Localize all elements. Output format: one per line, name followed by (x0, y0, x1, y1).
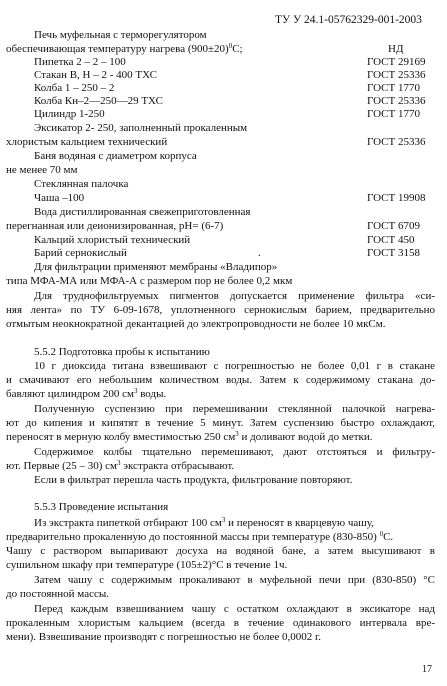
standard-ref: ГОСТ 6709 (367, 220, 420, 232)
equipment-line: Барий сернокислый (34, 247, 127, 259)
equipment-line: не менее 70 мм (6, 164, 78, 176)
stray-dot: . (258, 247, 261, 259)
paragraph-line: Затем чашу с содержимым прокаливают в муфельной печи при (830-850) °С (34, 574, 435, 586)
paragraph-line: Для труднофильтруемых пигментов допускается применение фильтра «си- (34, 290, 435, 302)
nd-column-header: НД (388, 43, 404, 55)
standard-ref: ГОСТ 25336 (367, 69, 426, 81)
equipment-line: Чаша –100 (34, 192, 85, 204)
paragraph-line: няя лента» по ТУ 6-09-1678, уплотненного сернокислым барием, предварительно (6, 304, 435, 316)
paragraph-line: Полученную суспензию при перемешивании стеклянной палочкой нагрева- (34, 403, 435, 415)
equipment-line: Баня водяная с диаметром корпуса (34, 150, 197, 162)
section-title: 5.5.3 Проведение испытания (34, 501, 169, 513)
paragraph-line: до постоянной массы. (6, 588, 109, 600)
equipment-line: Цилиндр 1-250 (34, 108, 105, 120)
paragraph-line: 10 г диоксида титана взвешивают с погрешностью не более 0,01 г в стакане (34, 360, 435, 372)
standard-ref: ГОСТ 19908 (367, 192, 426, 204)
paragraph-line: и смачивают его небольшим количеством воды. Затем к содержимому стакана до- (6, 374, 435, 386)
equipment-line: Вода дистиллированная свежеприготовленная (34, 206, 251, 218)
paragraph-line: ют. Первые (25 – 30) $см^3$ экстракта отбрасывают. (6, 459, 235, 472)
paragraph-line: Из экстракта пипеткой отбирают 100 $см^3$ и переносят в кварцевую чашу, (34, 516, 374, 529)
equipment-line: обеспечивающая температуру нагрева $(900\pm 20)^0С$; (6, 42, 243, 55)
equipment-line: Стакан В, Н – 2 - 400 ТХС (34, 69, 157, 81)
equipment-line: Кальций хлористый технический (34, 234, 191, 246)
equipment-line: Колба 1 – 250 – 2 (34, 82, 115, 94)
paragraph-line: Чашу с раствором выпаривают досуха на водяной бане, а затем высушивают в (6, 545, 435, 557)
standard-ref: ГОСТ 3158 (367, 247, 420, 259)
equipment-line: типа МФА-МА или МФА-А с размером пор не более 0,2 мкм (6, 275, 293, 287)
paragraph-line: прокаленным хлористым кальцием (всегда в течение одинакового интервала вре- (6, 617, 435, 629)
equipment-line: Пипетка 2 – 2 – 100 (34, 56, 126, 68)
page-number: 17 (422, 664, 432, 675)
document-header: ТУ У 24.1-05762329-001-2003 (275, 14, 422, 26)
equipment-line: хлористым кальцием технический (6, 136, 168, 148)
paragraph-line: ют до кипения и кипятят в течение 5 минут. Затем суспензию быстро охлаждают, (6, 417, 435, 429)
standard-ref: ГОСТ 25336 (367, 95, 426, 107)
standard-ref: ГОСТ 1770 (367, 82, 420, 94)
section-title: 5.5.2 Подготовка пробы к испытанию (34, 346, 210, 358)
paragraph-line: переносят в мерную колбу вместимостью 250 $см^3$ и доливают водой до метки. (6, 430, 373, 443)
standard-ref: ГОСТ 25336 (367, 136, 426, 148)
equipment-line: Печь муфельная с терморегулятором (34, 29, 207, 41)
equipment-line: Для фильтрации применяют мембраны «Владипор» (34, 261, 278, 273)
standard-ref: ГОСТ 1770 (367, 108, 420, 120)
paragraph-line: бавляют цилиндром 200 $см^3$ воды. (6, 387, 167, 400)
paragraph-line: Содержимое колбы тщательно перемешивают, дают отстояться и фильтру- (34, 446, 435, 458)
paragraph-line: Если в фильтрат перешла часть продукта, фильтрование повторяют. (34, 474, 353, 486)
paragraph-line: сушильном шкафу при температуре (105±2)°С в течение 1ч. (6, 559, 288, 571)
equipment-line: Стеклянная палочка (34, 178, 129, 190)
paragraph-line: предварительно прокаленную до постоянной массы при температуре (830-850) $^0$С. (6, 530, 394, 543)
equipment-line: Эксикатор 2- 250, заполненный прокаленным (34, 122, 248, 134)
standard-ref: ГОСТ 450 (367, 234, 415, 246)
standard-ref: ГОСТ 29169 (367, 56, 426, 68)
paragraph-line: Перед каждым взвешиванием чашу с остатком охлаждают в эксикаторе над (34, 603, 435, 615)
equipment-line: Колба Кн–2—250—29 ТХС (34, 95, 163, 107)
equipment-line: перегнанная или деионизированная, pH= (6-7) (6, 220, 224, 232)
paragraph-line: отмытым неокнократной декантацией до электропроводности не более 10 мкСм. (6, 318, 386, 330)
paragraph-line: мени). Взвешивание производят с погрешностью не более 0,0002 г. (6, 631, 322, 643)
